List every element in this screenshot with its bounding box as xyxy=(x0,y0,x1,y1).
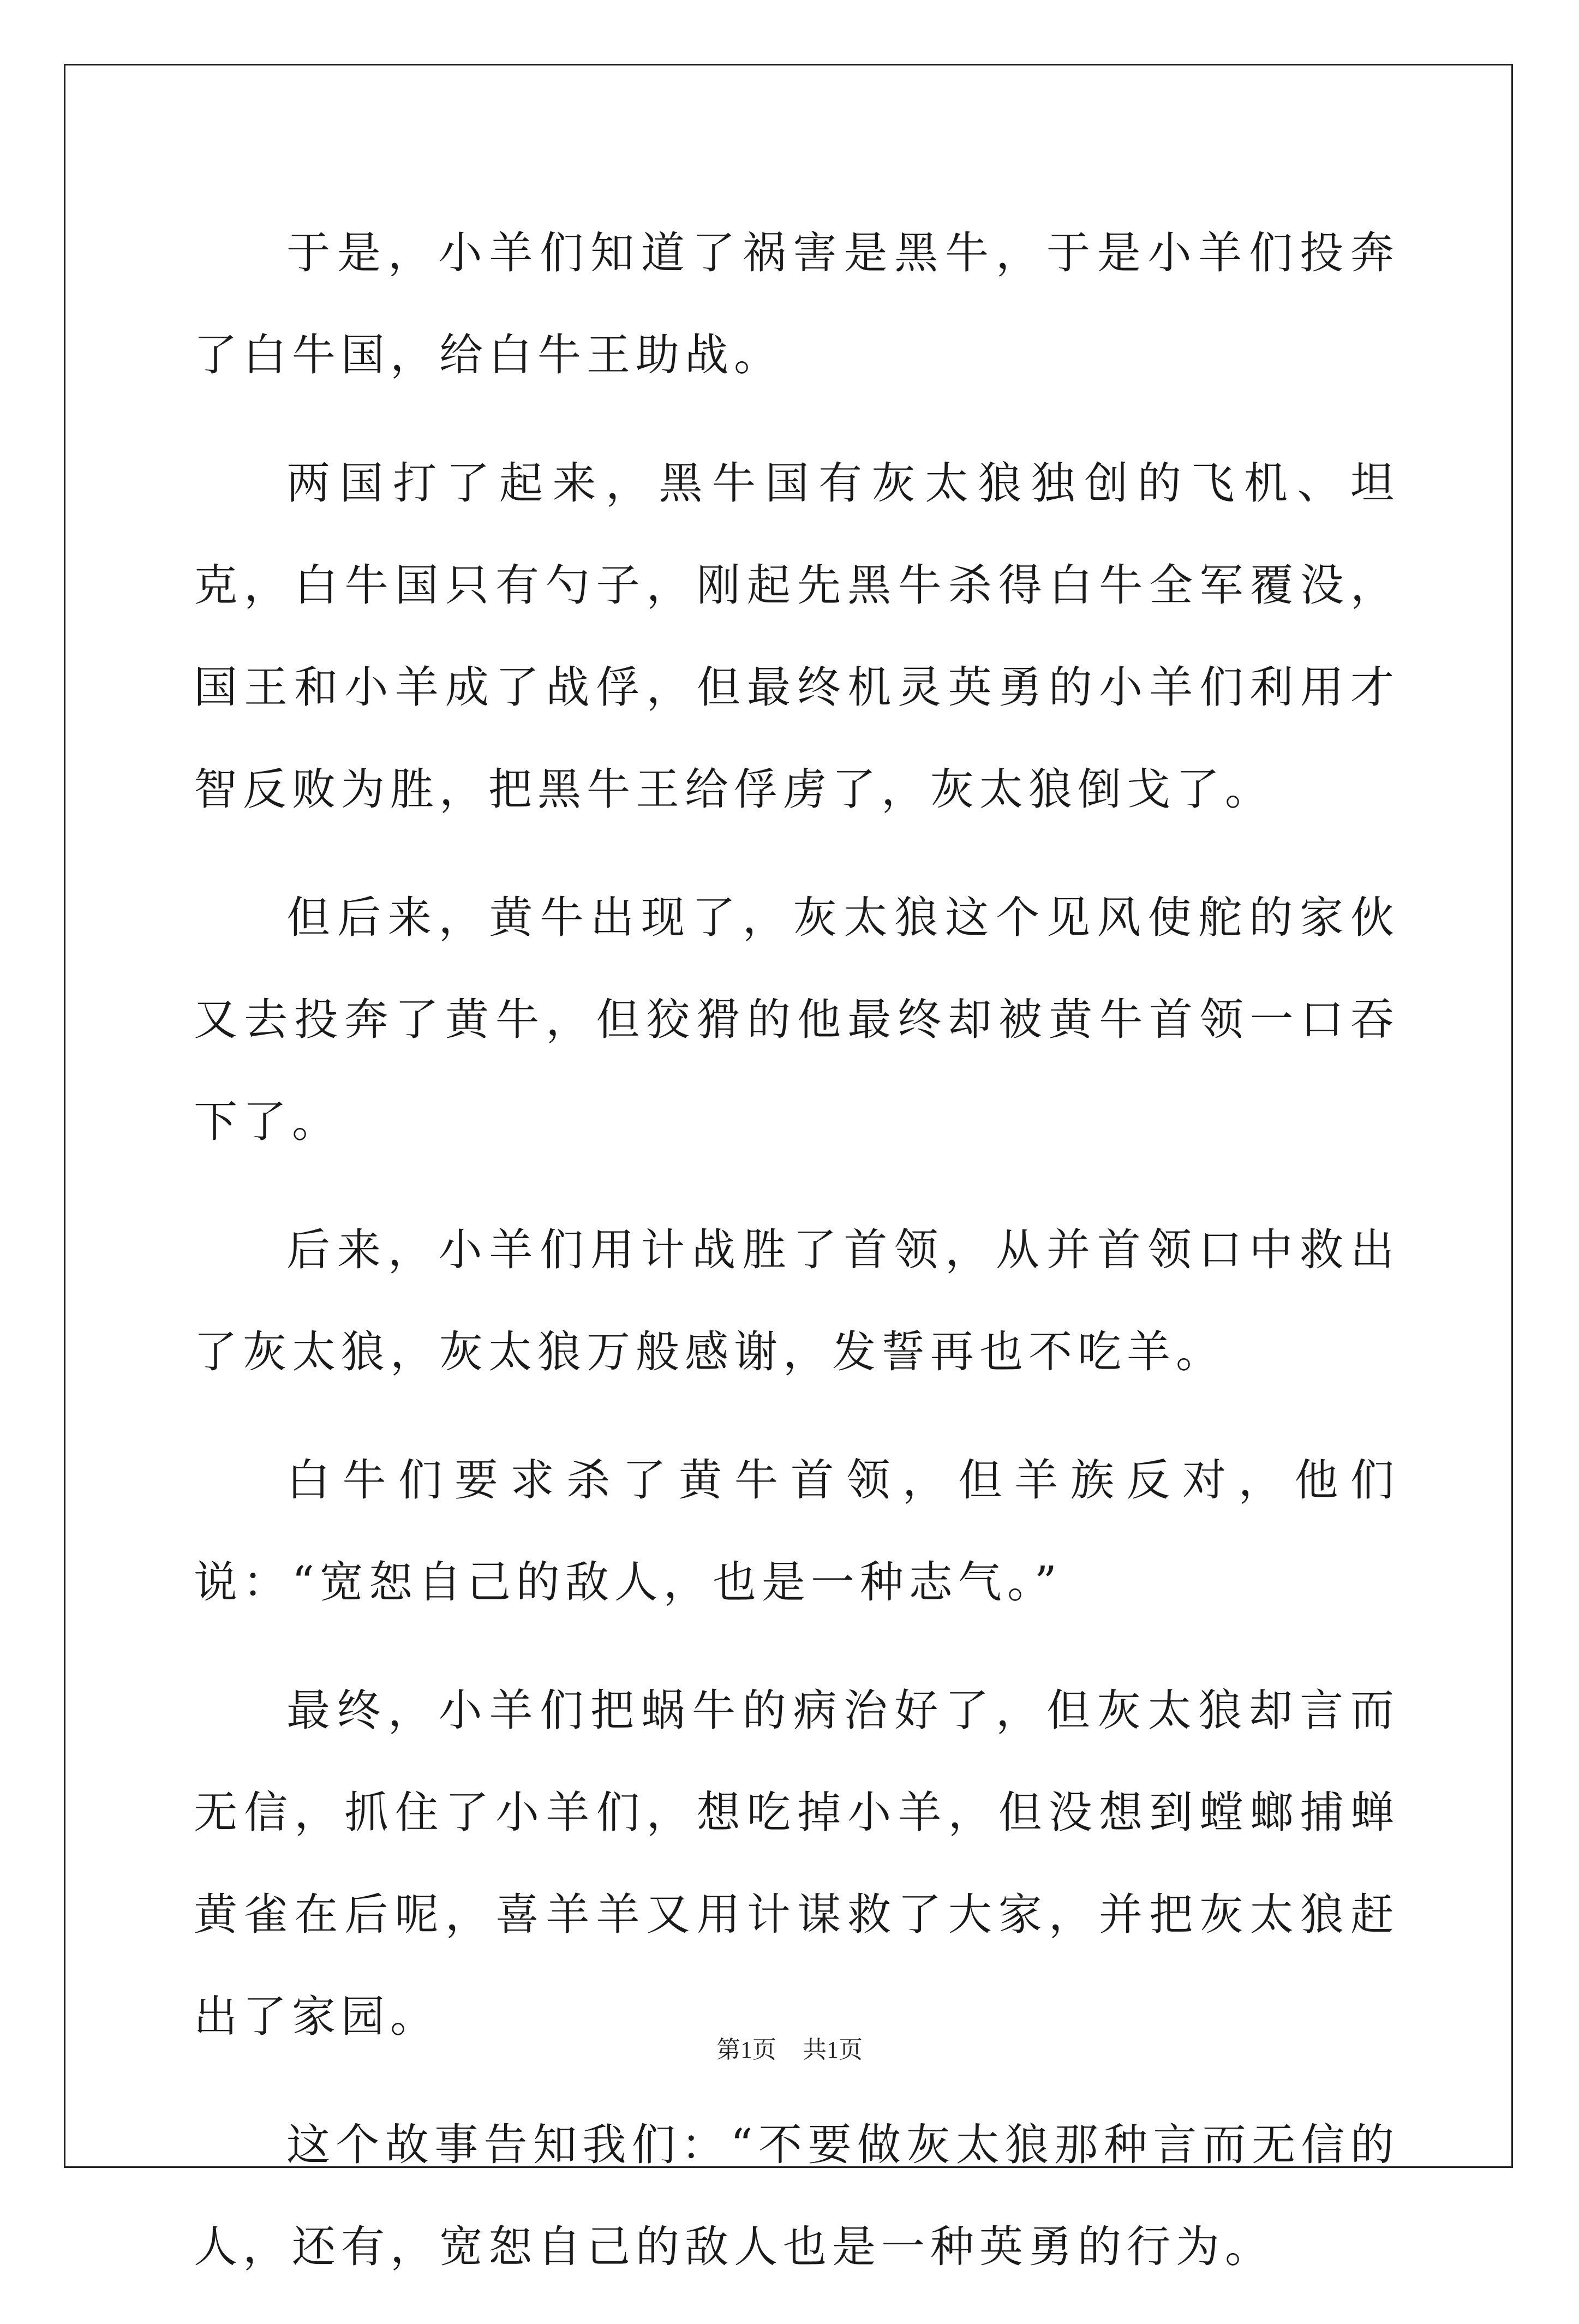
page-total: 共1页 xyxy=(803,2036,863,2063)
paragraph-5: 白牛们要求杀了黄牛首领，但羊族反对，他们说：“宽恕自己的敌人，也是一种志气。” xyxy=(194,1455,1399,1608)
paragraph-6: 最终，小羊们把蜗牛的病治好了，但灰太狼却言而无信，抓住了小羊们，想吃掉小羊，但没想到螳螂捕蝉黄雀在后呢，喜羊羊又用计谋救了大家，并把灰太狼赶出了家园。 xyxy=(194,1685,1399,2042)
paragraph-1: 于是，小羊们知道了祸害是黑牛，于是小羊们投奔了白牛国，给白牛王助战。 xyxy=(194,228,1399,380)
paragraph-4: 后来，小羊们用计战胜了首领，从并首领口中救出了灰太狼，灰太狼万般感谢，发誓再也不吃羊。 xyxy=(194,1224,1399,1377)
paragraph-2: 两国打了起来，黑牛国有灰太狼独创的飞机、坦克，白牛国只有勺子，刚起先黑牛杀得白牛全军覆没，国王和小羊成了战俘，但最终机灵英勇的小羊们利用才智反败为胜，把黑牛王给俘虏了，灰太狼倒戈了。 xyxy=(194,458,1399,815)
page-footer xyxy=(0,2030,1579,2065)
paragraph-7: 这个故事告知我们：“不要做灰太狼那种言而无信的人，还有，宽恕自己的敌人也是一种英勇的行为。 xyxy=(194,2119,1399,2272)
page-number: 第1页 xyxy=(716,2036,776,2063)
document-body xyxy=(194,202,1399,2324)
paragraph-3: 但后来，黄牛出现了，灰太狼这个见风使舵的家伙又去投奔了黄牛，但狡猾的他最终却被黄牛首领一口吞下了。 xyxy=(194,892,1399,1147)
